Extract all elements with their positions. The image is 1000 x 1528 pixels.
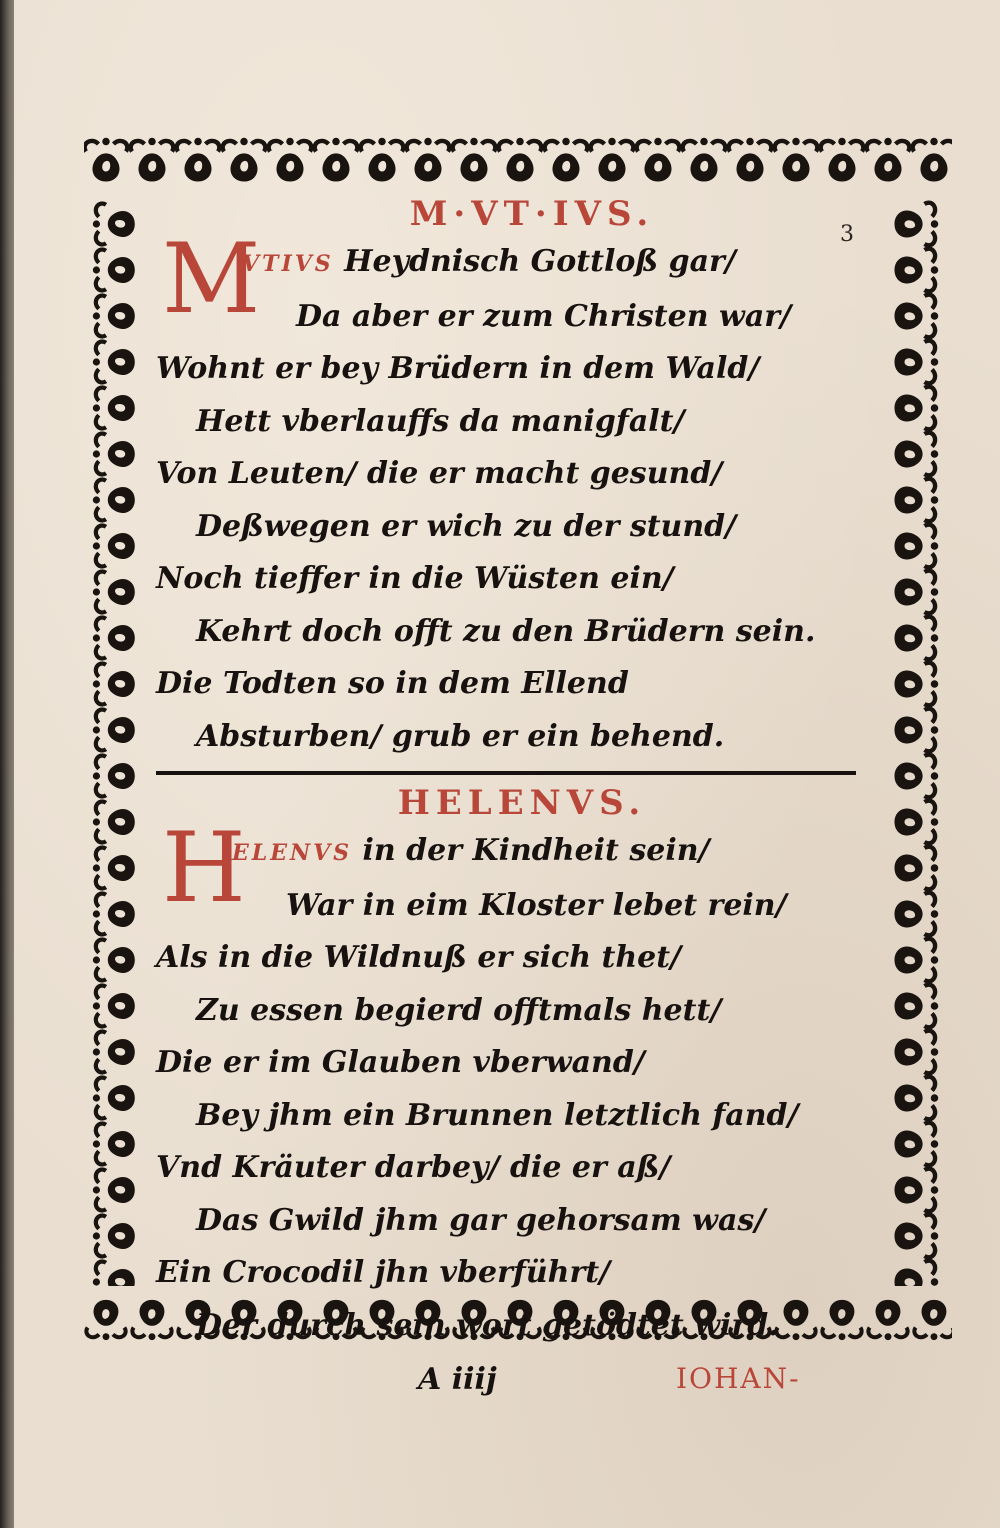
verse-line xyxy=(156,236,868,291)
verse-mutius xyxy=(156,223,868,763)
drop-initial: H xyxy=(162,812,246,924)
border-top xyxy=(84,130,952,200)
book-page xyxy=(14,0,1000,1528)
section-heading-mutius: M·VT·IVS. xyxy=(409,194,655,234)
border-right-ornament xyxy=(872,200,952,1286)
verse-line: Die er im Glauben vberwand/ xyxy=(156,1045,645,1080)
book-spine-edge xyxy=(0,0,14,1528)
verse-line: Kehrt doch offt zu den Brüdern sein. xyxy=(196,613,816,649)
verse-line: Die Todten so in dem Ellend xyxy=(156,666,629,701)
initial-smallcaps: ELENVS xyxy=(232,840,353,866)
verse-line: Vnd Kräuter darbey/ die er aß/ xyxy=(156,1150,671,1185)
verse-line: Zu essen begierd offtmals hett/ xyxy=(196,992,722,1028)
verse-line: Ein Crocodil jhn vberführt/ xyxy=(156,1255,611,1290)
verse-line-text: Heydnisch Gottloß gar/ xyxy=(344,244,736,279)
drop-initial: M xyxy=(162,223,261,335)
verse-line: Noch tieffer in die Wüsten ein/ xyxy=(156,561,674,596)
verse-line: Der durch sein wort getödtet wird. xyxy=(196,1307,779,1343)
signature-mark: A iiij xyxy=(418,1362,497,1397)
verse-helenus xyxy=(156,812,868,1352)
verse-line: Bey jhm ein Brunnen letztlich fand/ xyxy=(196,1097,799,1133)
verse-line xyxy=(156,825,868,880)
verse-line-text: in der Kindheit sein/ xyxy=(362,833,710,868)
verse-line: Deßwegen er wich zu der stund/ xyxy=(196,508,737,544)
verse-line: Da aber er zum Christen war/ xyxy=(296,298,792,334)
verse-line: Das Gwild jhm gar gehorsam was/ xyxy=(196,1202,766,1238)
verse-line: War in eim Kloster lebet rein/ xyxy=(286,887,787,923)
border-right xyxy=(872,200,952,1286)
folio-number: 3 xyxy=(840,222,854,247)
initial-smallcaps: VTIVS xyxy=(242,251,334,277)
border-top-ornament xyxy=(84,130,952,200)
border-left xyxy=(84,200,156,1286)
verse-line: Hett vberlauffs da manigfalt/ xyxy=(196,403,685,439)
text-block xyxy=(156,192,868,1397)
verse-line: Von Leuten/ die er macht gesund/ xyxy=(156,456,723,491)
verse-line: Absturben/ grub er ein behend. xyxy=(196,718,725,754)
verse-line: Als in die Wildnuß er sich thet/ xyxy=(156,940,682,975)
page-footer xyxy=(156,1356,868,1404)
catchword: IOHAN- xyxy=(676,1362,801,1395)
border-left-ornament xyxy=(84,200,156,1286)
section-divider-rule xyxy=(156,771,856,775)
verse-line: Wohnt er bey Brüdern in dem Wald/ xyxy=(156,351,760,386)
section-heading-helenus: HELENVS. xyxy=(397,783,647,823)
